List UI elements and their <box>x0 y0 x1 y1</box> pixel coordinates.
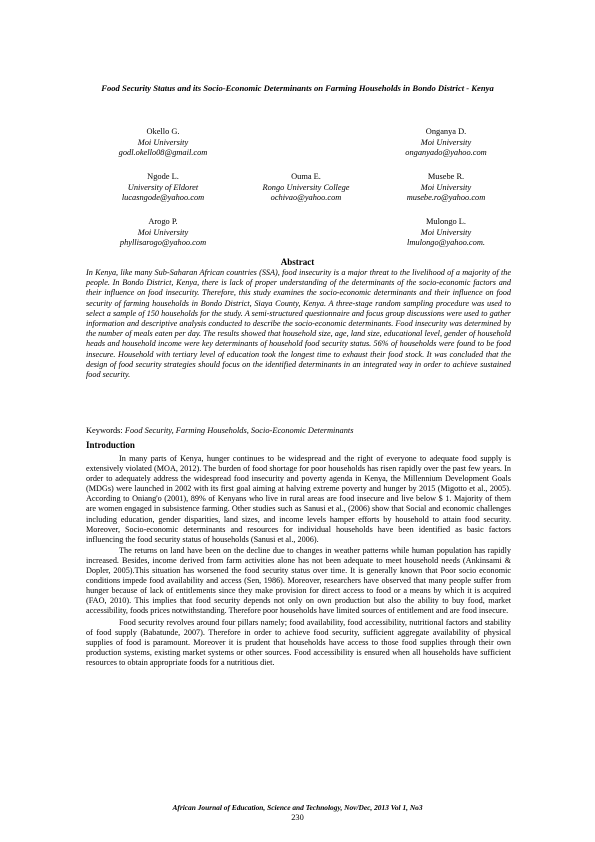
paragraph: In many parts of Kenya, hunger continues to be widespread and the right of everyone to adequate food supply is extensively violated (MOA, 2012). The burden of food shortage for poor households has risen rapidly over the past few years. In order to adequately address the widespread food insecurity and poverty agenda in Kenya, the Millennium Development Goals (MDGs) were launched in 2002 with its first goal aiming at halving extreme poverty and hunger by 2015 (Migotto et al., 2005). According to Oniang'o (2001), 89% of Kenyans who live in rural areas are food insecure and live below $ 1. Majority of them are women engaged in subsistence farming. Other studies such as Sanusi et al., (2006) show that Social and economic challenges including education, gender disparities, land sizes, and income levels hamper efforts by household to attain food security. Moreover, Socio-economic determinants and resources for individual households have been identified as basic factors influencing the food security status of households (Sanusi et al., 2006). <box>86 454 511 544</box>
author-mulongo <box>361 217 531 249</box>
author-email[interactable]: musebe.ro@yahoo.com <box>406 193 486 203</box>
keywords-line <box>86 426 354 435</box>
author-musebe <box>361 172 531 204</box>
introduction-body <box>86 454 511 669</box>
author-name: Arogo P. <box>148 217 178 226</box>
keywords-value: Food Security, Farming Households, Socio-Economic Determinants <box>124 426 354 435</box>
author-affiliation: University of Eldoret <box>127 182 199 192</box>
author-email[interactable]: onganyado@yahoo.com <box>405 148 487 158</box>
abstract-heading: Abstract <box>280 257 315 267</box>
author-name: Onganya D. <box>425 127 467 136</box>
keywords-label: Keywords: <box>86 426 123 435</box>
author-affiliation: Rongo University College <box>262 182 350 192</box>
author-name: Mulongo L. <box>425 217 466 226</box>
author-name: Musebe R. <box>427 172 465 181</box>
paragraph: The returns on land have been on the decline due to changes in weather patterns while human population has rapidly increased. Besides, income derived from farm activities alone has not been adequate to meet household needs (Ankinsami & Dopler, 2005).This situation has worsened the food security status over time. It is generally known that Poor socio economic conditions impede food availability and access (Sen, 1986). Moreover, researchers have observed that many people suffer from hunger because of lack of entitlements since they make provision for direct access to food or a means by which it is acquired (FAO, 2010). This implies that food security depends not only on own production but also the ability to buy food, market accessibility, foods prices notwithstanding. Therefore poor households have limited sources of entitlement and are food insecure. <box>86 545 511 616</box>
introduction-heading: Introduction <box>86 440 135 450</box>
author-email[interactable]: ochivao@yahoo.com <box>270 193 342 203</box>
author-onganya <box>361 127 531 159</box>
journal-citation: African Journal of Education, Science and Technology, Nov/Dec, 2013 Vol 1, No3 <box>172 803 423 812</box>
author-affiliation: Moi University <box>137 227 189 237</box>
author-email[interactable]: phyllisarogo@yahoo.com <box>119 238 207 248</box>
author-email[interactable]: lmulongo@yahoo.com. <box>407 238 485 248</box>
author-name: Ngode L. <box>147 172 179 181</box>
author-email[interactable]: godl.okello08@gmail.com <box>118 148 208 158</box>
author-arogo <box>78 217 248 249</box>
author-affiliation: Moi University <box>420 137 472 147</box>
author-name: Okello G. <box>146 127 180 136</box>
abstract-text: In Kenya, like many Sub-Saharan African countries (SSA), food insecurity is a major threat to the livelihood of a majority of the people. In Bondo District, Kenya, there is lack of proper understanding of the determinants of the socio-economic factors and their influence on food insecurity. Therefore, this study examines the socio-economic determinants and their influence on food security of farming households in Bondo District, Siaya County, Kenya. A three-stage random sampling procedure was used to select a sample of 150 households for the study. A semi-structured questionnaire and focus group discussions were used to gather information and descriptive analysis conducted to describe the socio-economic determinants. Food insecurity was determined by the number of meals eaten per day. The results showed that household size, age, land size, educational level, gender of household heads and household income were key determinants of household food security status. 56% of households were found to be food insecure. Household with tertiary level of education took the longest time to exhaust their food stock. It was concluded that the design of food security strategies should focus on the identified determinants in an integrated way in order to achieve sustained food security. <box>86 268 511 380</box>
author-affiliation: Moi University <box>420 227 472 237</box>
page-footer <box>0 803 595 823</box>
paper-title: Food Security Status and its Socio-Economic Determinants on Farming Households in Bondo District - Kenya <box>101 83 494 93</box>
page-number: 230 <box>291 813 304 822</box>
author-affiliation: Moi University <box>137 137 189 147</box>
author-okello <box>78 127 248 159</box>
author-name: Ouma E. <box>291 172 321 181</box>
author-email[interactable]: lucasngode@yahoo.com <box>121 193 205 203</box>
author-affiliation: Moi University <box>420 182 472 192</box>
paragraph: Food security revolves around four pillars namely; food availability, food accessibility, nutritional factors and stability of food supply (Babatunde, 2007). Therefore in order to achieve food security, sufficient aggregate availability of physical supplies of food is paramount. Moreover it is prudent that households have access to those food supplies through their own production systems, existing market systems or other sources. Food accessibility is ensured when all households have sufficient resources to obtain appropriate foods for a nutritious diet. <box>86 617 511 667</box>
